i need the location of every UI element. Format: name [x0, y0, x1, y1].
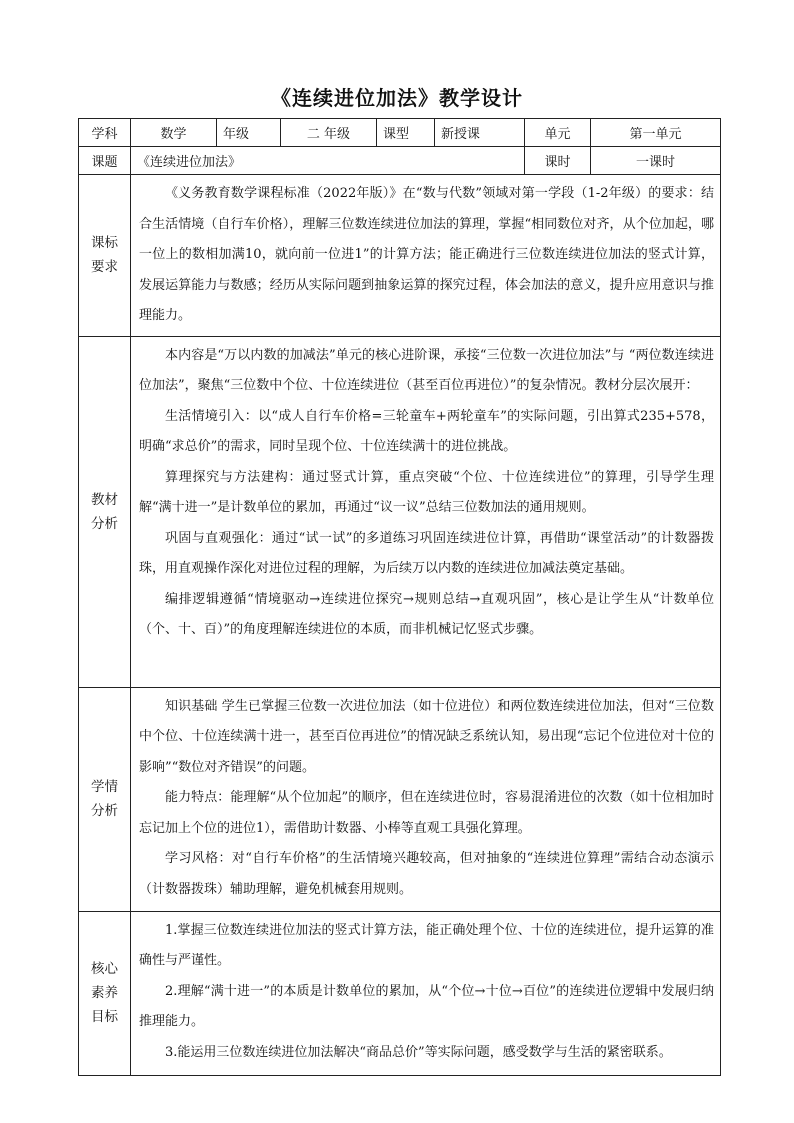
class-hours-value: 一课时 [591, 147, 721, 175]
material-paragraph-3: 算理探究与方法建构：通过竖式计算，重点突破“个位、十位连续进位”的算理，引导学生理解“满十进一”是计数单位的累加，再通过“议一议”总结三位数加法的通用规则。 [139, 469, 714, 515]
grade-label: 年级 [217, 119, 281, 147]
goals-label-line2: 素养 [91, 985, 118, 1001]
material-paragraph-4: 巩固与直观强化：通过“试一试”的多道练习巩固连续进位计算，再借助“课堂活动”的计数器拨珠，用直观操作深化对进位过程的理解，为后续万以内数的连续进位加减法奠定基础。 [139, 530, 714, 576]
material-label-line1: 教材 [91, 491, 118, 508]
subject-label: 学科 [79, 119, 131, 147]
learner-paragraph-3: 学习风格：对“自行车价格”的生活情境兴趣较高，但对抽象的“连续进位算理”需结合动态演示（计数器拨珠）辅助理解，避免机械套用规则。 [139, 851, 714, 897]
material-label [79, 336, 131, 687]
topic-value: 《连续进位加法》 [131, 147, 525, 175]
lesson-type-value: 新授课 [435, 119, 525, 147]
material-paragraph-5: 编排逻辑遵循“情境驱动→连续进位探究→规则总结→直观巩固”，核心是让学生从“计数单位（个、十、百）”的角度理解连续进位的本质，而非机械记忆竖式步骤。 [139, 591, 714, 637]
standard-content [131, 175, 721, 337]
goals-content [131, 911, 721, 1075]
standard-label [79, 175, 131, 337]
standard-label-line1: 课标 [91, 235, 118, 252]
lesson-type-label: 课型 [377, 119, 435, 147]
unit-value: 第一单元 [591, 119, 721, 147]
goals-label [79, 911, 131, 1075]
standard-paragraph: 《义务教育数学课程标准（2022年版）》在“数与代数”领域对第一学段（1-2年级）的要求：结合生活情境（自行车价格），理解三位数连续进位加法的算理，掌握“相同数位对齐，从个位加起，哪一位上的数相加满10，就向前一位进1”的计算方法；能正确进行三位数连续进位加法的竖式计算，发展运算能力与数感；经历从实际问题到抽象运算的探究过程，体会加法的意义，提升应用意识与推理能力。 [139, 186, 714, 323]
document-title: 《连续进位加法》教学设计 [271, 86, 523, 110]
learner-paragraph-1: 知识基础 学生已掌握三位数一次进位加法（如十位进位）和两位数连续进位加法，但对“三位数中个位、十位连续满十进一，甚至百位再进位”的情况缺乏系统认知，易出现“忘记个位进位对十位的影响”“数位对齐错误”的问题。 [139, 698, 714, 775]
subject-value: 数学 [131, 119, 217, 147]
learner-label [79, 687, 131, 911]
goals-item-3: 3.能运用三位数连续进位加法解决“商品总价”等实际问题，感受数学与生活的紧密联系。 [165, 1044, 672, 1060]
learner-paragraph-2: 能力特点：能理解“从个位加起”的顺序，但在连续进位时，容易混淆进位的次数（如十位相加时忘记加上个位的进位1），需借助计数器、小棒等直观工具强化算理。 [139, 790, 714, 836]
material-paragraph-2: 生活情境引入：以“成人自行车价格=三轮童车+两轮童车”的实际问题，引出算式235+578，明确“求总价”的需求，同时呈现个位、十位连续满十的进位挑战。 [139, 408, 714, 454]
goals-item-1: 1.掌握三位数连续进位加法的竖式计算方法，能正确处理个位、十位的连续进位，提升运算的准确性与严谨性。 [139, 922, 714, 968]
learner-label-line1: 学情 [91, 779, 118, 795]
learner-content [131, 687, 721, 911]
goals-row [79, 911, 721, 1075]
material-label-line2: 分析 [91, 515, 118, 532]
material-content [131, 336, 721, 687]
material-paragraph-1: 本内容是“万以内数的加减法”单元的核心进阶课，承接“三位数一次进位加法”与 “两位数连续进位加法”，聚焦“三位数中个位、十位连续进位（甚至百位再进位）”的复杂情况。教材分层次展开： [139, 347, 714, 393]
standard-row [79, 175, 721, 337]
header-row-2 [79, 147, 721, 175]
standard-label-line2: 要求 [91, 259, 118, 276]
lesson-plan-table [78, 118, 721, 1076]
goals-label-line1: 核心 [91, 961, 118, 977]
goals-item-2: 2.理解“满十进一”的本质是计数单位的累加，从“个位→十位→百位”的连续进位逻辑中发展归纳推理能力。 [139, 983, 714, 1029]
goals-label-line3: 目标 [91, 1009, 118, 1025]
class-hours-label: 课时 [525, 147, 591, 175]
grade-value: 二 年级 [281, 119, 377, 147]
unit-label: 单元 [525, 119, 591, 147]
header-row-1 [79, 119, 721, 147]
learner-label-line2: 分析 [91, 803, 118, 819]
material-row [79, 336, 721, 687]
topic-label: 课题 [79, 147, 131, 175]
learner-row [79, 687, 721, 911]
